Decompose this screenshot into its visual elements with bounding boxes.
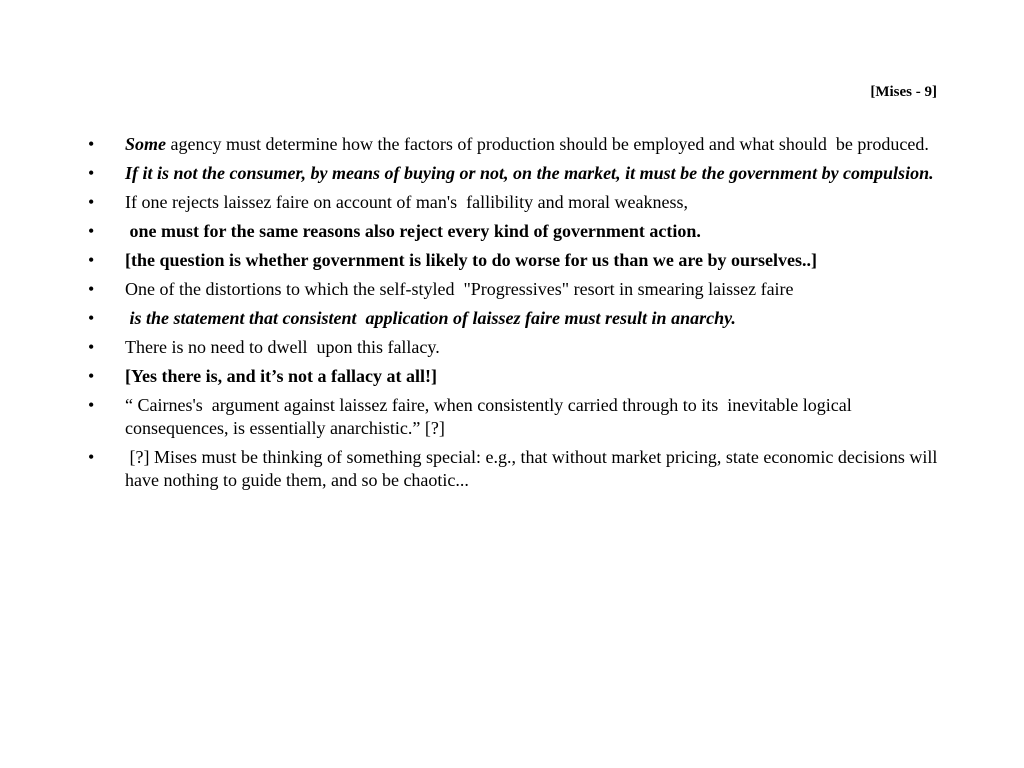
bullet-text: one must for the same reasons also reject every kind of government action. (125, 221, 701, 241)
bullet-item (0, 162, 1024, 185)
bullet-text: [Yes there is, and it’s not a fallacy at all!] (125, 366, 437, 386)
bullet-item (0, 336, 1024, 359)
bullet-text: is the statement that consistent application of laissez faire must result in anarchy. (125, 308, 736, 328)
bullet-item (0, 278, 1024, 301)
bullet-text: Some (125, 134, 167, 154)
bullet-dot-icon: • (88, 337, 95, 357)
bullet-text: One of the distortions to which the self-styled "Progressives" resort in smearing laissez faire (125, 279, 794, 299)
bullet-dot-icon: • (88, 279, 95, 299)
bullet-item (0, 446, 1024, 492)
bullet-text: [the question is whether government is likely to do worse for us than we are by ourselves..] (125, 250, 817, 270)
bullet-dot-icon: • (88, 250, 95, 270)
bullet-dot-icon: • (88, 134, 95, 154)
bullet-item (0, 249, 1024, 272)
bullet-list (0, 133, 1024, 498)
bullet-text: If one rejects laissez faire on account of man's fallibility and moral weakness, (125, 192, 689, 212)
bullet-dot-icon: • (88, 192, 95, 212)
bullet-dot-icon: • (88, 395, 95, 415)
bullet-item (0, 191, 1024, 214)
bullet-dot-icon: • (88, 366, 95, 386)
bullet-text: [?] Mises must be thinking of something special: e.g., that without market pricing, state economic decisions will have nothing to guide them, and so be chaotic... (125, 447, 942, 490)
bullet-dot-icon: • (88, 163, 95, 183)
bullet-text: There is no need to dwell upon this fallacy. (125, 337, 440, 357)
bullet-dot-icon: • (88, 221, 95, 241)
bullet-item (0, 220, 1024, 243)
bullet-text: “ Cairnes's argument against laissez faire, when consistently carried through to its inevitable logical consequences, is essentially anarchistic.” [?] (125, 395, 857, 438)
bullet-item (0, 133, 1024, 156)
bullet-text: agency must determine how the factors of production should be employed and what should be produced. (166, 134, 929, 154)
bullet-item (0, 307, 1024, 330)
bullet-item (0, 365, 1024, 388)
bullet-dot-icon: • (88, 308, 95, 328)
bullet-text: If it is not the consumer, by means of buying or not, on the market, it must be the government by compulsion. (125, 163, 934, 183)
slide-reference-label: [Mises - 9] (870, 84, 937, 100)
bullet-dot-icon: • (88, 447, 95, 467)
bullet-item (0, 394, 1024, 440)
